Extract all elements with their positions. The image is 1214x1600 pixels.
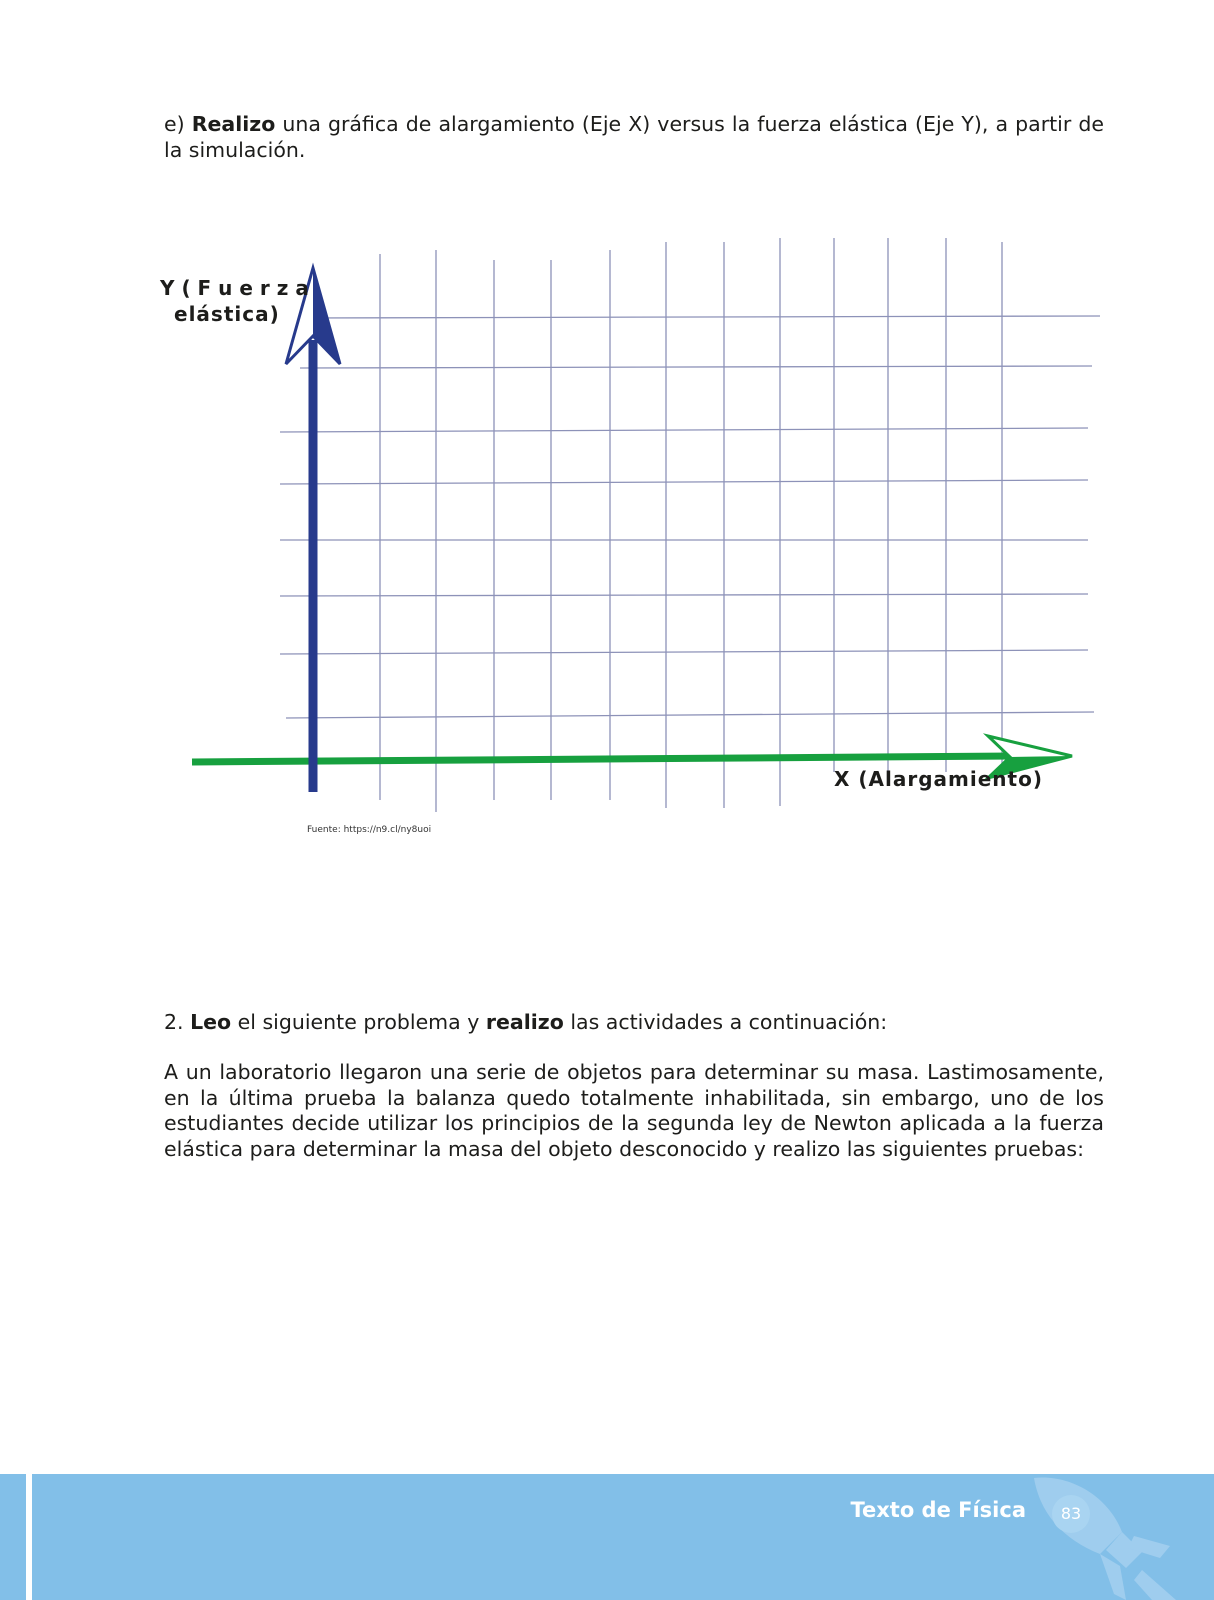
item-2-text-1: el siguiente problema y xyxy=(231,1010,486,1034)
grid-vertical-lines xyxy=(380,238,1002,812)
item-2-text-2: las actividades a continuación: xyxy=(563,1010,888,1034)
page-number: 83 xyxy=(1052,1495,1090,1533)
item-e-prefix: e) xyxy=(164,112,192,136)
problem-statement: A un laboratorio llegaron una serie de objetos para determinar su masa. Lastimosamente, en la última prueba la balanza quedo totalmente inhabilitada, sin embargo, uno de los estudiantes decide utilizar los principios de la segunda ley de Newton aplicada a la fuerza elástica para determinar la masa del objeto desconocido y realizo las siguientes pruebas: xyxy=(164,1060,1104,1161)
y-axis-arrow xyxy=(286,268,340,792)
item-2-bold-verb-1: Leo xyxy=(190,1010,232,1034)
item-e-text: una gráfica de alargamiento (Eje X) versus la fuerza elástica (Eje Y), a partir de la simulación. xyxy=(164,112,1104,162)
figure-source: Fuente: https://n9.cl/ny8uoi xyxy=(307,825,432,835)
page-footer xyxy=(0,1474,1214,1600)
item-2-instruction xyxy=(164,1010,1104,1036)
footer-stripe xyxy=(26,1474,32,1600)
rocket-icon xyxy=(1030,1474,1180,1600)
y-axis-label-line2: elástica) xyxy=(174,302,280,326)
footer-book-title: Texto de Física xyxy=(850,1498,1026,1522)
item-2-number: 2. xyxy=(164,1010,191,1034)
item-e-bold-verb: Realizo xyxy=(191,112,276,136)
grid-horizontal-lines xyxy=(280,316,1100,718)
item-2-bold-verb-2: realizo xyxy=(485,1010,564,1034)
x-axis-label: X (Alargamiento) xyxy=(834,767,1043,791)
y-axis-label-line1: Y ( F u e r z a xyxy=(160,276,309,300)
